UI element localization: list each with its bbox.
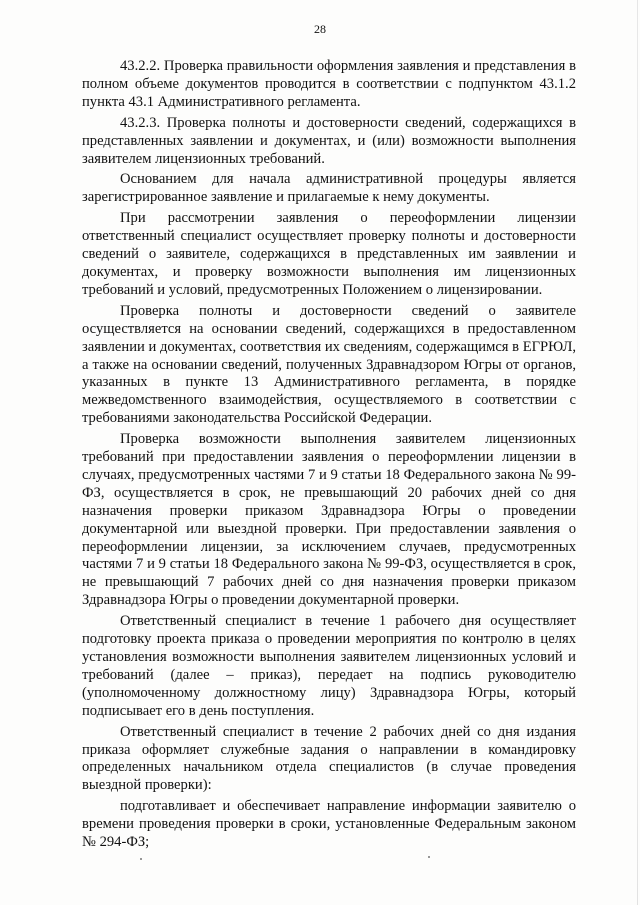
paragraph-service-assignments: Ответственный специалист в течение 2 рабочих дней со дня издания приказа оформляет служебные задания о направлении в командировку определенных начальником отдела специалистов (в случае проведения выездной проверки): [82, 723, 576, 794]
page-edge-line [637, 0, 638, 905]
paragraph-basis: Основанием для начала административной процедуры является зарегистрированное заявление и прилагаемые к нему документы. [82, 171, 576, 206]
paragraph-verification: Проверка полноты и достоверности сведений о заявителе осуществляется на основании сведений, содержащихся в предоставленном заявлении и документах, соответствия их сведениям, содержащимся в ЕГРЮЛ, а также на основании сведений, полученных Здравнадзором Югры от органов, указанных в пункте 13 Административного регламента, в порядке межведомственного взаимодействия, осуществляемого в соответствии с требованиями законодательства Российской Федерации. [82, 302, 576, 427]
scan-speck [140, 858, 142, 860]
scan-speck [428, 856, 430, 858]
paragraph-review: При рассмотрении заявления о переоформлении лицензии ответственный специалист осуществляет проверку полноты и достоверности сведений о заявителе, содержащихся в представленных им заявлении и документах, и проверку возможности выполнения им лицензионных требований и условий, предусмотренных Положением о лицензировании. [82, 210, 576, 298]
paragraph-43-2-3: 43.2.3. Проверка полноты и достоверности сведений, содержащихся в представленных заявлении и документах, и (или) возможности выполнения заявителем лицензионных требований. [82, 114, 576, 167]
page-number: 28 [314, 22, 326, 36]
paragraph-43-2-2: 43.2.2. Проверка правильности оформления заявления и представления в полном объеме документов проводится в соответствии с подпунктом 43.1.2 пункта 43.1 Административного регламента. [82, 58, 576, 110]
paragraph-order-preparation: Ответственный специалист в течение 1 рабочего дня осуществляет подготовку проекта приказа о проведении мероприятия по контролю в целях установления возможности выполнения заявителем лицензионных условий и требований (далее – приказ), передает на подпись руководителю (уполномоченному должностному лицу) Здравнадзора Югры, который подписывает его в день поступления. [82, 613, 576, 719]
paragraph-deadlines: Проверка возможности выполнения заявителем лицензионных требований при предоставлении заявления о переоформлении лицензии в случаях, предусмотренных частями 7 и 9 статьи 18 Федерального закона № 99-ФЗ, осуществляется в срок, не превышающий 20 рабочих дней со дня назначения проверки приказом Здравнадзора Югры о проведении документарной или выездной проверки. При предоставлении заявления о переоформлении лицензии, за исключением случаев, предусмотренных частями 7 и 9 статьи 18 Федерального закона № 99-ФЗ, осуществляется в срок, не превышающий 7 рабочих дней со дня назначения проверки приказом Здравнадзора Югры о проведении документарной проверки. [82, 431, 576, 609]
document-body [82, 58, 576, 855]
paragraph-notification: подготавливает и обеспечивает направление информации заявителю о времени проведения проверки в сроки, установленные Федеральным законом № 294-ФЗ; [82, 798, 576, 851]
